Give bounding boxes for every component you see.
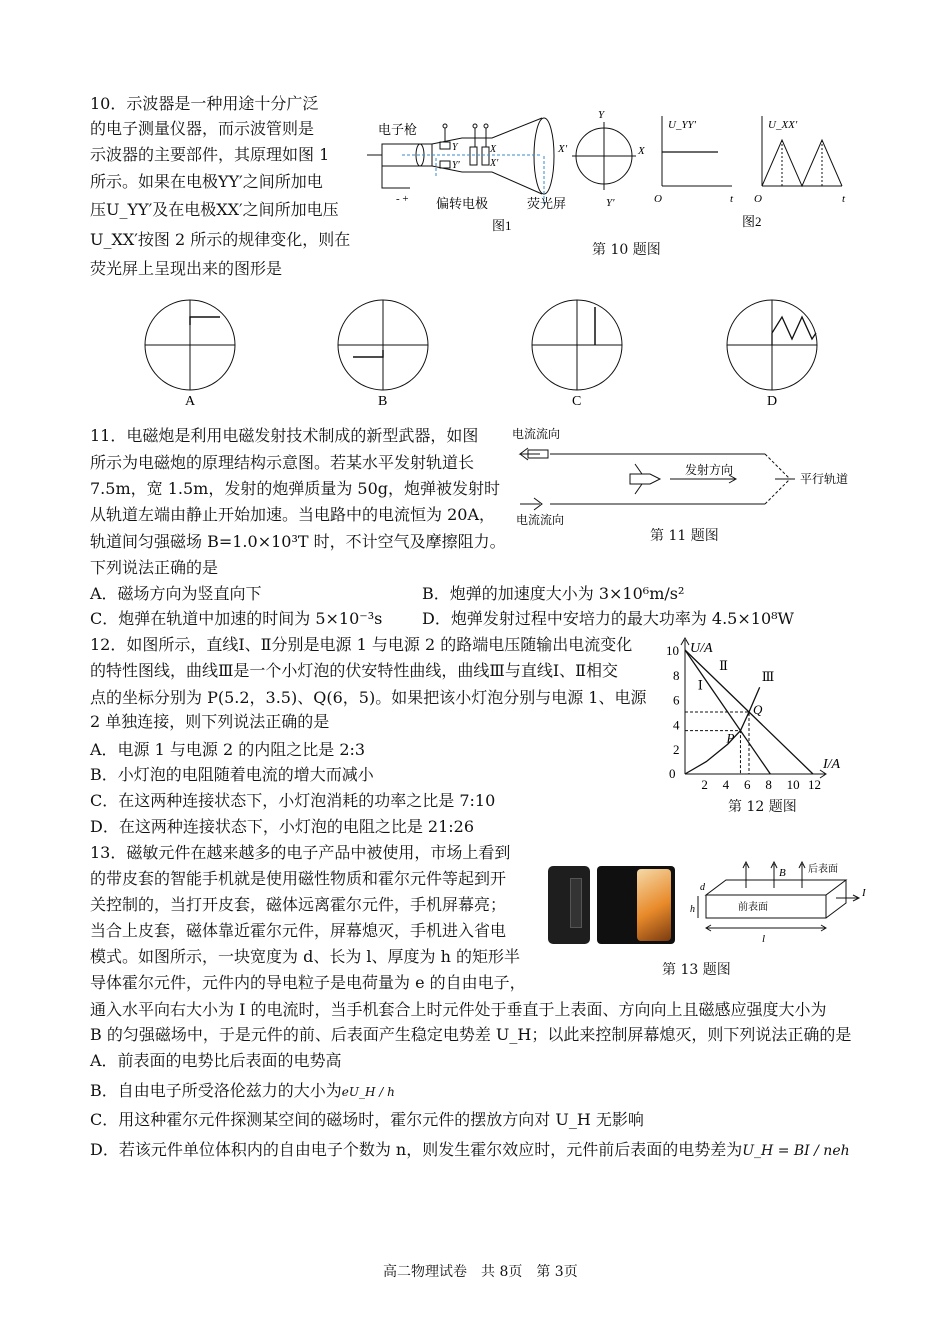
svg-text:X: X bbox=[638, 145, 645, 157]
q13-fig-B: B bbox=[779, 867, 786, 879]
chart-point-guide bbox=[685, 712, 749, 774]
q11-line-1: 11．电磁炮是利用电磁发射技术制成的新型武器，如图 bbox=[90, 426, 479, 445]
q10-fig1-screen-label: 荧光屏 bbox=[527, 196, 567, 211]
q13-line-3: 关控制的，当打开皮套，磁体远离霍尔元件，手机屏幕亮； bbox=[90, 895, 507, 914]
chart-series-label: Ⅲ bbox=[761, 669, 775, 684]
q12-option-d: D．在这两种连接状态下，小灯泡的电阻之比是 21:26 bbox=[90, 817, 475, 836]
svg-text:Y: Y bbox=[452, 142, 458, 153]
q13-option-a: A．前表面的电势比后表面的电势高 bbox=[90, 1051, 342, 1070]
chart-point-label: Q bbox=[753, 702, 763, 717]
q13-fig-d: d bbox=[700, 882, 705, 893]
q11-line-5: 轨道间匀强磁场 B=1.0×10³T 时，不计空气及摩擦阻力。 bbox=[90, 532, 506, 551]
q10-option-c-label: C bbox=[572, 394, 582, 407]
q10-option-b bbox=[333, 295, 443, 407]
chart-series-label: Ⅰ bbox=[697, 677, 703, 693]
svg-text:X′: X′ bbox=[558, 143, 568, 155]
q13-option-d-row bbox=[90, 1138, 850, 1163]
q10-option-a bbox=[140, 295, 250, 407]
q13-option-b-row bbox=[90, 1079, 395, 1104]
q10-caption: 第 10 题图 bbox=[592, 242, 661, 258]
q10-line-1: 10．示波器是一种用途十分广泛 bbox=[90, 94, 319, 113]
chart-x-tick: 4 bbox=[722, 777, 730, 792]
q12-option-a: A．电源 1 与电源 2 的内阻之比是 2:3 bbox=[90, 740, 366, 759]
q13-fig-back: 后表面 bbox=[808, 864, 838, 875]
q13-full-line-1: 通入水平向右大小为 I 的电流时，当手机套合上时元件处于垂直于上表面、方向向上且磁感应强度大小为 bbox=[90, 1000, 827, 1019]
q13-phone-screen bbox=[637, 869, 671, 941]
chart-y-tick: 2 bbox=[673, 742, 680, 758]
chart-y-tick: 6 bbox=[673, 692, 680, 708]
q10-line-3: 示波器的主要部件，其原理如图 1 bbox=[90, 145, 330, 164]
q11-line-6: 下列说法正确的是 bbox=[90, 558, 219, 577]
svg-text:t: t bbox=[730, 193, 734, 205]
q13-line-1: 13．磁敏元件在越来越多的电子产品中被使用，市场上看到 bbox=[90, 843, 511, 862]
q11-direction-label: 发射方向 bbox=[685, 463, 734, 477]
q11-option-a: A．磁场方向为竖直向下 bbox=[90, 584, 262, 603]
q12-caption: 第 12 题图 bbox=[728, 799, 797, 815]
q10-option-d bbox=[722, 295, 832, 407]
q10-line-7: 荧光屏上呈现出来的图形是 bbox=[90, 259, 283, 278]
q13-full-line-2: B 的匀强磁场中，于是元件的前、后表面产生稳定电势差 U_H；以此来控制屏幕熄灭，则下列说法正确的是 bbox=[90, 1025, 852, 1044]
q11-option-c: C．炮弹在轨道中加速的时间为 5×10⁻³s bbox=[90, 609, 383, 628]
q13-option-b: B．自由电子所受洛伦兹力的大小为 bbox=[90, 1081, 342, 1100]
chart-point-label: P bbox=[726, 730, 735, 746]
q10-line-2: 的电子测量仪器，而示波管则是 bbox=[90, 119, 315, 138]
q10-option-a-label: A bbox=[185, 394, 196, 407]
q10-fig2-uyy: U_YY′ bbox=[668, 119, 697, 131]
chart-y-label: U/A bbox=[690, 641, 713, 656]
q10-fig2-uxx: U_XX′ bbox=[768, 119, 798, 131]
q13-phone-closed bbox=[548, 866, 590, 944]
q13-caption: 第 13 题图 bbox=[662, 962, 731, 978]
q11-option-b: B．炮弹的加速度大小为 3×10⁶m/s² bbox=[422, 584, 685, 603]
q10-fig1-name: 图1 bbox=[492, 218, 512, 233]
q13-line-6: 导体霍尔元件，元件内的导电粒子是电荷量为 e 的自由电子， bbox=[90, 973, 526, 992]
chart-series-label: Ⅱ bbox=[719, 657, 728, 673]
q12-chart bbox=[655, 632, 855, 797]
q11-current-top: 电流流向 bbox=[512, 427, 561, 441]
page-footer: 高二物理试卷 共 8页 第 3页 bbox=[383, 1264, 578, 1280]
q11-figure bbox=[510, 424, 860, 534]
q10-fig1-gun-label: 电子枪 bbox=[378, 122, 418, 137]
q12-option-b: B．小灯泡的电阻随着电流的增大而减小 bbox=[90, 765, 374, 784]
q13-phone-open bbox=[597, 866, 675, 944]
svg-text:t: t bbox=[842, 193, 846, 205]
q13-formula-d: U_H = BI / neh bbox=[742, 1143, 850, 1159]
chart-x-tick: 10 bbox=[786, 777, 800, 792]
svg-text:Y′: Y′ bbox=[606, 197, 615, 209]
q10-figure-1 bbox=[362, 108, 652, 236]
svg-text:X: X bbox=[490, 144, 497, 155]
q10-option-d-label: D bbox=[767, 394, 778, 407]
q10-line-5: 压U_YY′及在电极XX′之间所加电压 bbox=[90, 200, 339, 219]
q11-rails-label: 平行轨道 bbox=[800, 472, 849, 486]
q13-formula-b: eU_H / h bbox=[341, 1085, 395, 1099]
svg-text:Y′: Y′ bbox=[452, 160, 460, 171]
q10-fig2-name: 图2 bbox=[742, 214, 762, 229]
q11-line-3: 7.5m，宽 1.5m，发射的炮弹质量为 50g，炮弹被发射时 bbox=[90, 479, 501, 498]
chart-y-tick: 8 bbox=[673, 667, 680, 683]
chart-x-label: I/A bbox=[823, 757, 841, 772]
q10-line-6: U_XX′按图 2 所示的规律变化，则在 bbox=[90, 230, 351, 249]
q12-line-3: 点的坐标分别为 P(5.2，3.5)、Q(6，5)。如果把该小灯泡分别与电源 1、电源 bbox=[90, 688, 647, 707]
q12-line-1: 12．如图所示，直线Ⅰ、Ⅱ分别是电源 1 与电源 2 的路端电压随输出电流变化 bbox=[90, 635, 633, 654]
q13-line-5: 模式。如图所示，一块宽度为 d、长为 l、厚度为 h 的矩形半 bbox=[90, 947, 521, 966]
svg-text:- +: - + bbox=[396, 193, 409, 205]
q13-fig-front: 前表面 bbox=[738, 902, 768, 913]
chart-y-tick: 4 bbox=[673, 717, 680, 733]
q11-line-2: 所示为电磁炮的原理结构示意图。若某水平发射轨道长 bbox=[90, 453, 475, 472]
svg-text:X′: X′ bbox=[490, 158, 499, 169]
svg-text:Y: Y bbox=[598, 109, 605, 121]
q11-option-d: D．炮弹发射过程中安培力的最大功率为 4.5×10⁸W bbox=[422, 609, 794, 628]
q10-option-b-label: B bbox=[378, 394, 388, 407]
q11-current-bottom: 电流流向 bbox=[516, 513, 565, 527]
q13-fig-l: l bbox=[762, 933, 766, 945]
q10-line-4: 所示。如果在电极YY′之间所加电 bbox=[90, 172, 323, 191]
q13-fig-I: I bbox=[862, 887, 866, 899]
q10-figure-2 bbox=[652, 110, 852, 232]
q11-line-4: 从轨道左端由静止开始加速。当电路中的电流恒为 20A， bbox=[90, 505, 496, 524]
svg-text:O: O bbox=[754, 193, 762, 205]
chart-x-tick: 6 bbox=[744, 777, 751, 792]
q13-hall-figure bbox=[686, 860, 871, 950]
q11-caption: 第 11 题图 bbox=[650, 528, 719, 544]
q13-option-c: C．用这种霍尔元件探测某空间的磁场时，霍尔元件的摆放方向对 U_H 无影响 bbox=[90, 1110, 644, 1129]
q12-line-4: 2 单独连接，则下列说法正确的是 bbox=[90, 712, 330, 731]
svg-text:O: O bbox=[654, 193, 662, 205]
q10-option-c bbox=[527, 295, 637, 407]
q13-phone-window bbox=[570, 878, 582, 928]
chart-x-tick: 8 bbox=[765, 777, 772, 792]
chart-x-tick: 2 bbox=[701, 777, 708, 792]
q12-option-c: C．在这两种连接状态下，小灯泡消耗的功率之比是 7:10 bbox=[90, 791, 496, 810]
chart-origin: 0 bbox=[669, 766, 676, 781]
q10-fig1-electrode-label: 偏转电极 bbox=[436, 196, 489, 211]
chart-y-tick: 10 bbox=[666, 643, 679, 658]
q13-fig-h: h bbox=[690, 904, 695, 915]
q13-line-4: 当合上皮套，磁体靠近霍尔元件，屏幕熄灭，手机进入省电 bbox=[90, 921, 507, 940]
q13-line-2: 的带皮套的智能手机就是使用磁性物质和霍尔元件等起到开 bbox=[90, 869, 507, 888]
q12-line-2: 的特性图线，曲线Ⅲ是一个小灯泡的伏安特性曲线，曲线Ⅲ与直线Ⅰ、Ⅱ相交 bbox=[90, 661, 619, 680]
q13-option-d: D．若该元件单位体积内的自由电子个数为 n，则发生霍尔效应时，元件前后表面的电势差为 bbox=[90, 1140, 743, 1159]
chart-x-tick: 12 bbox=[808, 777, 821, 792]
